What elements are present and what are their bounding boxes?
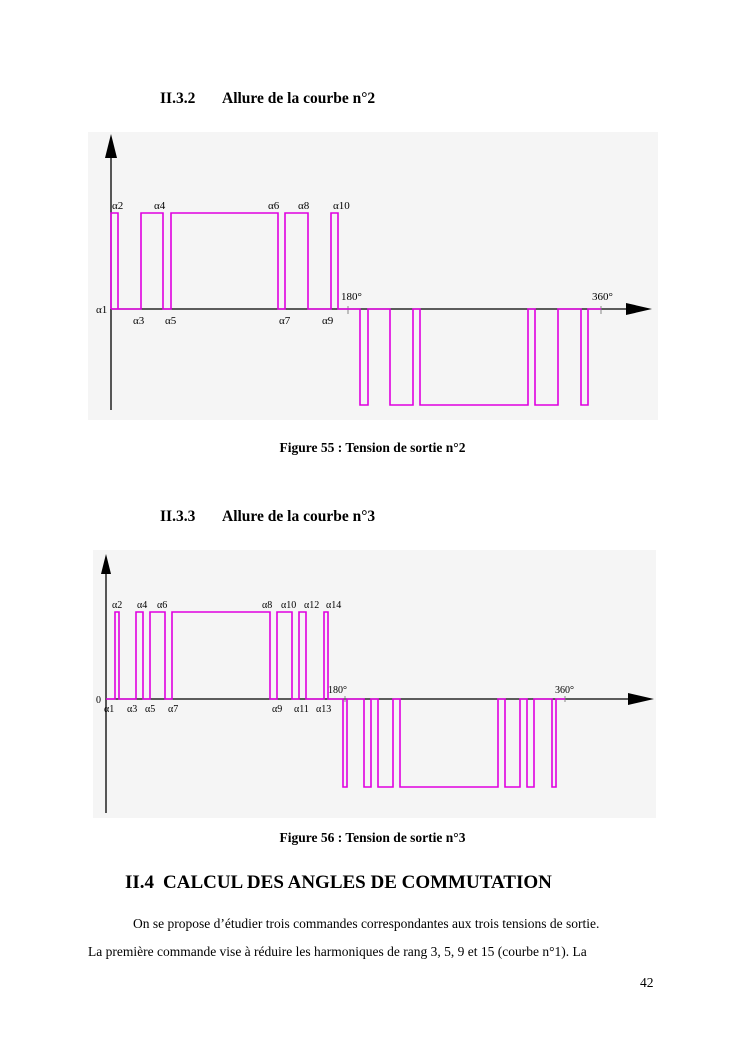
label-alpha14: α14 — [326, 600, 342, 611]
label-alpha12: α12 — [304, 600, 320, 611]
label-alpha10: α10 — [281, 600, 297, 611]
label-alpha7: α7 — [168, 704, 179, 715]
label-alpha3: α3 — [127, 704, 138, 715]
label-alpha9: α9 — [272, 704, 283, 715]
page-number: 42 — [640, 975, 654, 990]
label-alpha4: α4 — [154, 200, 166, 212]
label-alpha1: α1 — [96, 304, 108, 316]
figure-55-caption: Figure 55 : Tension de sortie n°2 — [279, 440, 466, 455]
paragraph-line-1: On se propose d’étudier trois commandes correspondantes aux trois tensions de sortie. — [133, 916, 600, 931]
label-alpha5: α5 — [145, 704, 156, 715]
label-alpha8: α8 — [298, 200, 310, 212]
label-alpha13: α13 — [316, 704, 332, 715]
figure-background — [93, 550, 656, 818]
label-alpha6: α6 — [157, 600, 168, 611]
label-alpha2: α2 — [112, 600, 123, 611]
label-alpha2: α2 — [112, 200, 124, 212]
figure-56-caption: Figure 56 : Tension de sortie n°3 — [279, 830, 466, 845]
section-title: CALCUL DES ANGLES DE COMMUTATION — [163, 872, 552, 893]
label-zero: 0 — [96, 695, 101, 706]
section-number: II.4 — [125, 872, 155, 893]
label-alpha6: α6 — [268, 200, 280, 212]
label-360-degrees: 360° — [592, 291, 613, 303]
label-alpha5: α5 — [165, 315, 177, 327]
label-180-degrees: 180° — [328, 685, 347, 696]
label-alpha3: α3 — [133, 315, 145, 327]
label-alpha11: α11 — [294, 704, 309, 715]
section-heading-2-4 — [125, 872, 552, 894]
label-alpha10: α10 — [333, 200, 350, 212]
label-alpha1: α1 — [104, 704, 115, 715]
section-heading-2-3-2 — [160, 90, 375, 108]
label-alpha9: α9 — [322, 315, 334, 327]
figure-55-waveform — [0, 130, 745, 430]
label-alpha7: α7 — [279, 315, 291, 327]
section-title: Allure de la courbe n°2 — [222, 90, 376, 107]
label-alpha4: α4 — [137, 600, 148, 611]
label-180-degrees: 180° — [341, 291, 362, 303]
label-360-degrees: 360° — [555, 685, 574, 696]
section-heading-2-3-3 — [160, 508, 375, 526]
section-title: Allure de la courbe n°3 — [222, 508, 376, 525]
paragraph-line-2: La première commande vise à réduire les harmoniques de rang 3, 5, 9 et 15 (courbe n°1). La — [88, 944, 587, 959]
label-alpha8: α8 — [262, 600, 273, 611]
figure-56-waveform — [0, 548, 745, 820]
section-number: II.3.2 — [160, 90, 196, 107]
section-number: II.3.3 — [160, 508, 196, 525]
figure-background — [88, 132, 658, 420]
